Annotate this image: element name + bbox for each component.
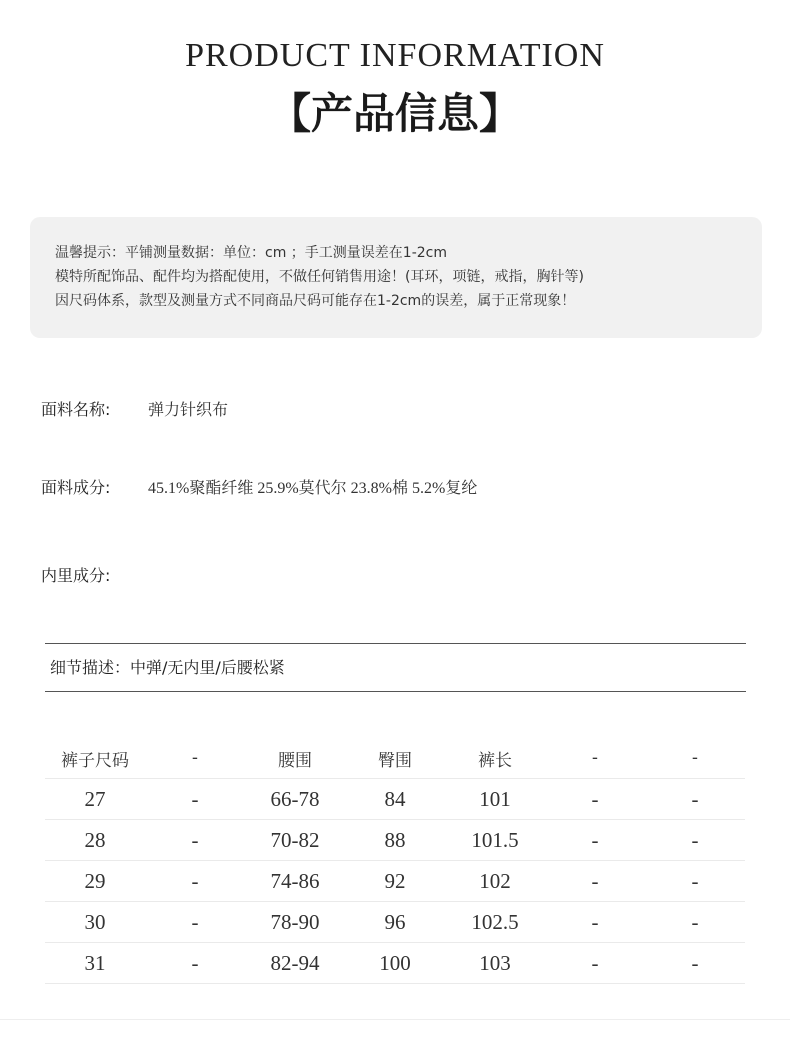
cell-length: 102.5 xyxy=(445,902,545,943)
title-chinese: 【产品信息】 xyxy=(268,89,521,138)
cell-empty: - xyxy=(545,902,645,943)
cell-size: 29 xyxy=(45,861,145,902)
table-row xyxy=(45,820,745,861)
cell-empty: - xyxy=(645,820,745,861)
cell-empty: - xyxy=(645,943,745,984)
cell-empty: - xyxy=(545,779,645,820)
cell-empty: - xyxy=(645,861,745,902)
notice-box xyxy=(30,217,762,338)
cell-hip: 84 xyxy=(345,779,445,820)
cell-length: 101.5 xyxy=(445,820,545,861)
header-empty: - xyxy=(645,738,745,779)
cell-size: 27 xyxy=(45,779,145,820)
cell-empty: - xyxy=(545,820,645,861)
cell-empty: - xyxy=(145,902,245,943)
notice-line-measurement: 温馨提示：平铺测量数据：单位：cm ；手工测量误差在1-2cm xyxy=(55,245,447,261)
detail-description xyxy=(45,643,746,692)
cell-size: 31 xyxy=(45,943,145,984)
title-english: PRODUCT INFORMATION xyxy=(185,37,605,74)
cell-hip: 88 xyxy=(345,820,445,861)
fabric-name-value: 弹力针织布 xyxy=(148,400,229,419)
cell-hip: 100 xyxy=(345,943,445,984)
cell-hip: 92 xyxy=(345,861,445,902)
header-empty: - xyxy=(545,738,645,779)
cell-waist: 74-86 xyxy=(245,861,345,902)
notice-line-size-error: 因尺码体系，款型及测量方式不同商品尺码可能存在1-2cm的误差，属于正常现象！ xyxy=(55,293,576,309)
cell-empty: - xyxy=(145,861,245,902)
header-size: 裤子尺码 xyxy=(45,738,145,779)
cell-length: 103 xyxy=(445,943,545,984)
bottom-divider xyxy=(0,1019,790,1020)
header-hip: 臀围 xyxy=(345,738,445,779)
cell-empty: - xyxy=(145,943,245,984)
cell-size: 28 xyxy=(45,820,145,861)
fabric-composition-value: 45.1%聚酯纤维 25.9%莫代尔 23.8%棉 5.2%复纶 xyxy=(148,480,478,497)
cell-size: 30 xyxy=(45,902,145,943)
cell-empty: - xyxy=(645,902,745,943)
cell-empty: - xyxy=(545,943,645,984)
fabric-name-label: 面料名称: xyxy=(41,400,111,419)
size-table-header-row xyxy=(45,738,745,779)
cell-waist: 78-90 xyxy=(245,902,345,943)
table-row xyxy=(45,861,745,902)
cell-empty: - xyxy=(145,820,245,861)
lining-composition-row xyxy=(41,562,148,590)
cell-waist: 66-78 xyxy=(245,779,345,820)
table-row xyxy=(45,943,745,984)
detail-label: 细节描述： xyxy=(50,658,131,677)
fabric-name-row xyxy=(41,396,228,424)
cell-hip: 96 xyxy=(345,902,445,943)
notice-line-accessories: 模特所配饰品、配件均为搭配使用，不做任何销售用途！(耳环，项链，戒指，胸针等) xyxy=(55,269,584,285)
cell-empty: - xyxy=(545,861,645,902)
table-row xyxy=(45,779,745,820)
header-empty: - xyxy=(145,738,245,779)
cell-length: 102 xyxy=(445,861,545,902)
cell-waist: 70-82 xyxy=(245,820,345,861)
cell-length: 101 xyxy=(445,779,545,820)
header-waist: 腰围 xyxy=(245,738,345,779)
header-length: 裤长 xyxy=(445,738,545,779)
fabric-composition-row xyxy=(41,474,477,502)
cell-empty: - xyxy=(645,779,745,820)
detail-value: 中弹/无内里/后腰松紧 xyxy=(130,658,285,677)
lining-composition-label: 内里成分: xyxy=(41,566,111,585)
fabric-composition-label: 面料成分: xyxy=(41,478,111,497)
cell-waist: 82-94 xyxy=(245,943,345,984)
size-table xyxy=(45,738,745,984)
cell-empty: - xyxy=(145,779,245,820)
table-row xyxy=(45,902,745,943)
